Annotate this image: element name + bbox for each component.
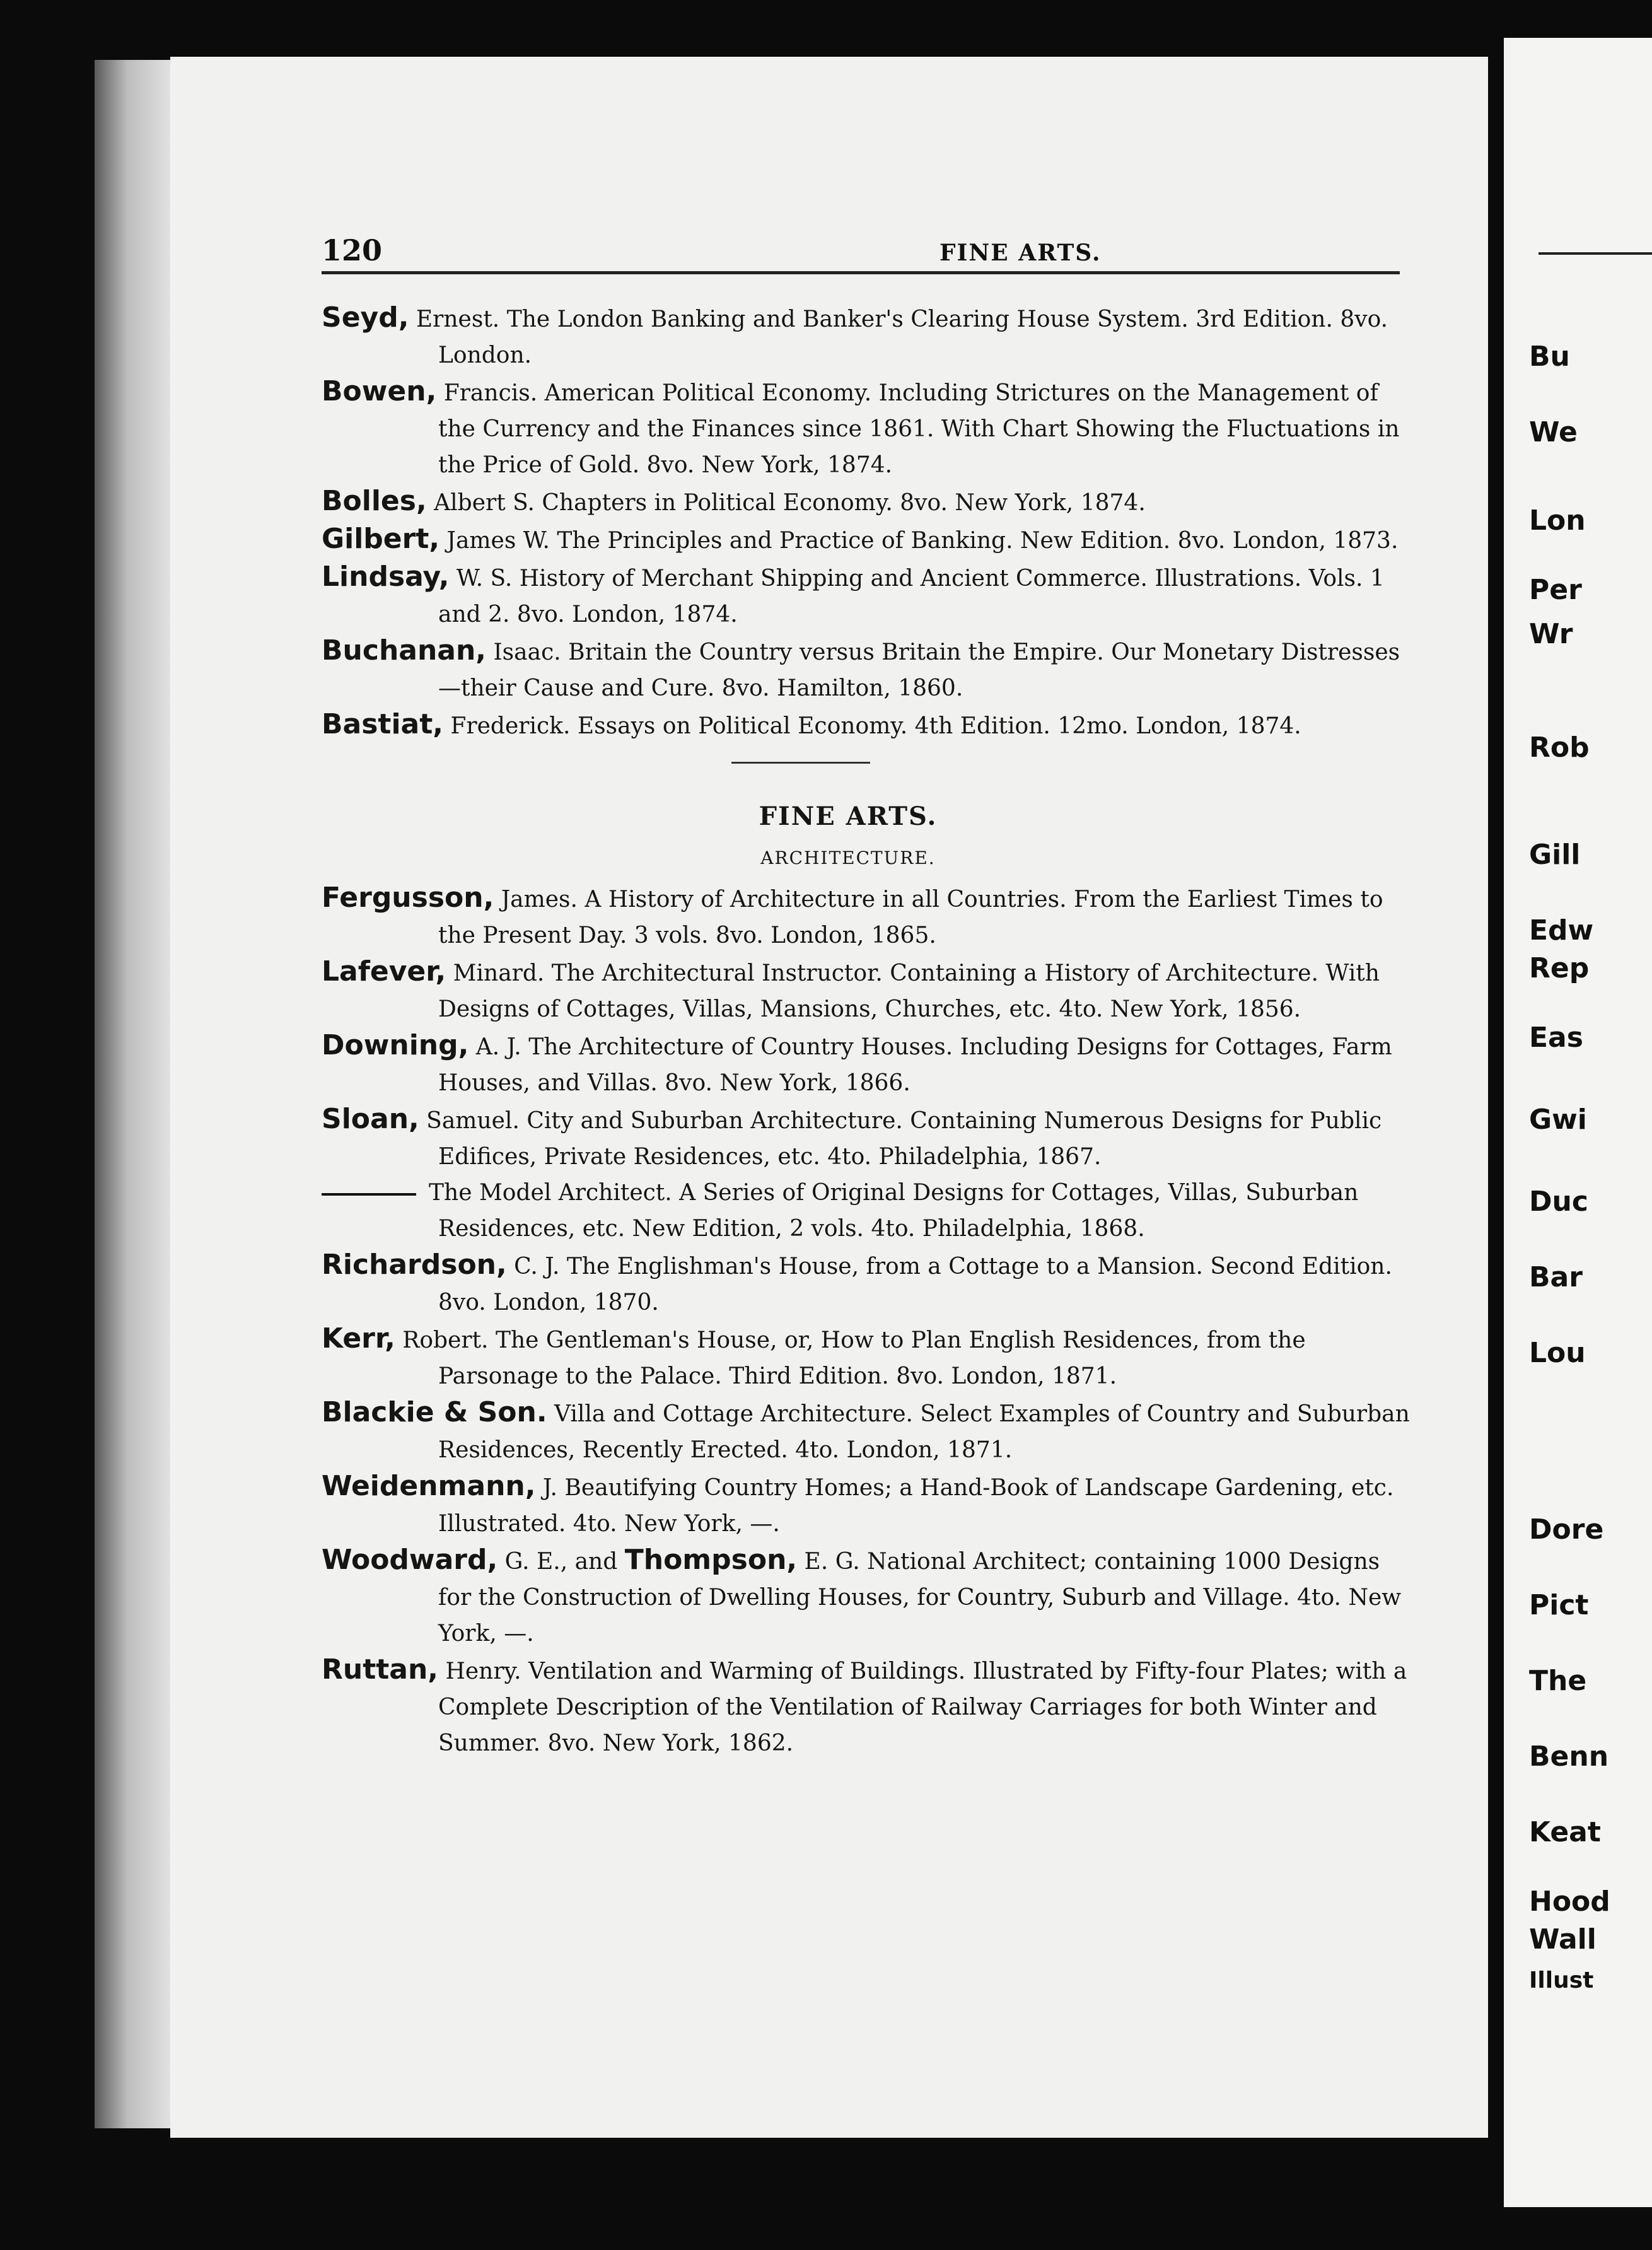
right-page-word: Gwi xyxy=(1529,1104,1587,1136)
section-title: FINE ARTS. xyxy=(759,801,938,831)
entry-author: Buchanan, xyxy=(322,634,487,667)
right-page-word: We xyxy=(1529,416,1578,448)
right-page-word: Bu xyxy=(1529,341,1570,373)
entry-text: The Englishman's House, from a Cottage to a Mansion. Second Edition. 8vo. London, 1870. xyxy=(438,1254,1392,1315)
right-page-word: Pict xyxy=(1529,1589,1589,1621)
entry-author: Blackie & Son. xyxy=(322,1396,547,1428)
bibliography-entry xyxy=(322,1247,1412,1320)
bibliography-entry xyxy=(322,706,1412,744)
right-page-word: Bar xyxy=(1529,1261,1583,1293)
bibliography-entry xyxy=(322,953,1412,1027)
entry-given-name: Samuel. xyxy=(419,1108,520,1134)
running-title: FINE ARTS. xyxy=(939,240,1102,266)
entry-text: National Architect; containing 1000 Designs for the Construction of Dwelling Houses, for Country, Suburb and Village. 4to. New York, —. xyxy=(438,1549,1402,1647)
bibliography-entry xyxy=(322,300,1412,373)
entry-author: Richardson, xyxy=(322,1249,507,1281)
entry-text: The London Banking and Banker's Clearing House System. 3rd Edition. 8vo. London. xyxy=(438,306,1388,368)
subsection-title: ARCHITECTURE. xyxy=(760,848,936,868)
entry-author: Gilbert, xyxy=(322,523,440,555)
page-number: 120 xyxy=(322,233,383,267)
entry-text: History of Merchant Shipping and Ancient Commerce. Illustrations. Vols. 1 and 2. 8vo. London, 1874. xyxy=(438,566,1385,627)
entry-sloan-continued: The Model Architect. A Series of Original Designs for Cottages, Villas, Suburban Residences, etc. New Edition, 2 vols. 4to. Philadelphia, 1868. xyxy=(322,1175,1412,1247)
entry-given-name: Ernest. xyxy=(409,306,500,332)
entry-given-name: J. xyxy=(535,1475,557,1501)
right-page-word: Lon xyxy=(1529,504,1586,537)
bibliography-entry xyxy=(322,632,1412,706)
entry-author: Downing, xyxy=(322,1029,469,1061)
entry-woodward xyxy=(322,1542,1412,1652)
entry-text: Chapters in Political Economy. 8vo. New York, 1874. xyxy=(534,490,1146,516)
entry-given-name: E. G. xyxy=(797,1549,860,1575)
entry-author: Lafever, xyxy=(322,955,446,988)
right-page-word: Illust xyxy=(1529,1967,1594,1993)
entry-given-name: Minard. xyxy=(446,960,545,986)
entry-given-name: W. S. xyxy=(449,566,513,592)
right-page-word: Rob xyxy=(1529,732,1590,764)
right-page-word: Duc xyxy=(1529,1186,1588,1218)
bibliography-entry xyxy=(322,1394,1412,1468)
entry-text: City and Suburban Architecture. Containing Numerous Designs for Public Edifices, Private Residences, etc. 4to. Philadelphia, 1867. xyxy=(438,1108,1382,1170)
ditto-dash xyxy=(322,1193,416,1196)
entry-given-name: G. E., and xyxy=(497,1549,625,1575)
entry-given-name: Henry. xyxy=(438,1658,521,1684)
entry-given-name: James. xyxy=(494,887,578,912)
entry-text: The Architectural Instructor. Containing a History of Architecture. With Designs of Cottages, Villas, Mansions, Churches, etc. 4to. New York, 1856. xyxy=(438,960,1380,1022)
entry-author: Kerr, xyxy=(322,1322,395,1355)
entry-text: Villa and Cottage Architecture. Select Examples of Country and Suburban Residences, Recently Erected. 4to. London, 1871. xyxy=(438,1401,1410,1463)
entry-ruttan xyxy=(322,1652,1412,1761)
entry-text: The Gentleman's House, or, How to Plan English Residences, from the Parsonage to the Palace. Third Edition. 8vo. London, 1871. xyxy=(438,1327,1306,1389)
right-page-word: Benn xyxy=(1529,1740,1609,1773)
entry-text: Ventilation and Warming of Buildings. Illustrated by Fifty-four Plates; with a Complete Description of the Ventilation of Railway Carriages for both Winter and Summer. 8vo. New York, 1862. xyxy=(438,1658,1407,1756)
entry-given-name: Albert S. xyxy=(426,490,535,516)
entry-text: Britain the Country versus Britain the Empire. Our Monetary Distresses—their Cause and Cure. 8vo. Hamilton, 1860. xyxy=(438,639,1400,701)
bibliography-entry xyxy=(322,1101,1412,1175)
right-page-word: Per xyxy=(1529,574,1582,606)
right-page-word: Gill xyxy=(1529,839,1581,871)
bibliography-entry xyxy=(322,373,1412,483)
right-header-rule xyxy=(1539,252,1652,255)
right-page-word: Eas xyxy=(1529,1022,1583,1054)
right-page-word: Hood xyxy=(1529,1886,1610,1918)
section-divider xyxy=(731,762,870,764)
entry-given-name: Francis. xyxy=(436,380,538,406)
bibliography-entry xyxy=(322,1468,1412,1542)
entry-author: Woodward, xyxy=(322,1544,498,1576)
entry-given-name: Robert. xyxy=(395,1327,489,1353)
right-page-word: Dore xyxy=(1529,1513,1604,1546)
entry-given-name: A. J. xyxy=(468,1034,521,1060)
entry-author: Sloan, xyxy=(322,1103,419,1135)
entry-text: The Principles and Practice of Banking. New Edition. 8vo. London, 1873. xyxy=(549,528,1399,554)
architecture-entries-continued xyxy=(322,1247,1412,1542)
bibliography-entry xyxy=(322,1027,1412,1101)
entry-author: Weidenmann, xyxy=(322,1470,536,1502)
right-page-word: Edw xyxy=(1529,914,1594,947)
bibliography-entry xyxy=(322,559,1412,632)
entry-author: Bowen, xyxy=(322,375,437,407)
page-header xyxy=(322,227,1488,271)
entry-author: Ruttan, xyxy=(322,1653,439,1686)
right-page-word: Keat xyxy=(1529,1816,1601,1848)
header-rule xyxy=(322,271,1400,274)
architecture-entries xyxy=(322,880,1412,1175)
entry-author: Bolles, xyxy=(322,485,427,517)
left-page xyxy=(170,57,1488,2138)
right-page-word: The xyxy=(1529,1665,1587,1697)
bibliography-entry xyxy=(322,483,1412,521)
entry-author: Bastiat, xyxy=(322,708,443,740)
entry-given-name: Frederick. xyxy=(443,713,571,739)
entry-text: A History of Architecture in all Countries. From the Earliest Times to the Present Day. 3 vols. 8vo. London, 1865. xyxy=(438,887,1383,948)
book-page-edges xyxy=(95,60,177,2128)
bibliography-entry xyxy=(322,1320,1412,1394)
right-page-word: Rep xyxy=(1529,952,1590,984)
entry-given-name: Isaac. xyxy=(486,639,561,665)
entry-author: Seyd, xyxy=(322,301,409,334)
entry-text: American Political Economy. Including Strictures on the Management of the Currency and the Finances since 1861. With Chart Showing the Fluctuations in the Price of Gold. 8vo. New York, 1874. xyxy=(438,380,1400,478)
entry-text: Essays on Political Economy. 4th Edition. 12mo. London, 1874. xyxy=(570,713,1301,739)
entry-author: Lindsay, xyxy=(322,561,450,593)
right-page-fragment xyxy=(1504,38,1652,2207)
bibliography-entry xyxy=(322,880,1412,953)
entry-given-name: James W. xyxy=(439,528,550,554)
right-page-word: Lou xyxy=(1529,1337,1586,1369)
right-page-word: Wr xyxy=(1529,618,1573,650)
entry-author: Thompson, xyxy=(624,1544,798,1576)
bibliography-entries xyxy=(322,300,1412,1761)
political-economy-entries xyxy=(322,300,1412,744)
entry-author: Fergusson, xyxy=(322,882,494,914)
entry-text: Beautifying Country Homes; a Hand-Book of Landscape Gardening, etc. Illustrated. 4to. New York, —. xyxy=(438,1475,1394,1537)
entry-given-name: C. J. xyxy=(506,1254,560,1279)
right-page-word: Wall xyxy=(1529,1923,1597,1956)
bibliography-entry xyxy=(322,521,1412,559)
entry-text: The Architecture of Country Houses. Including Designs for Cottages, Farm Houses, and Villas. 8vo. New York, 1866. xyxy=(438,1034,1392,1096)
